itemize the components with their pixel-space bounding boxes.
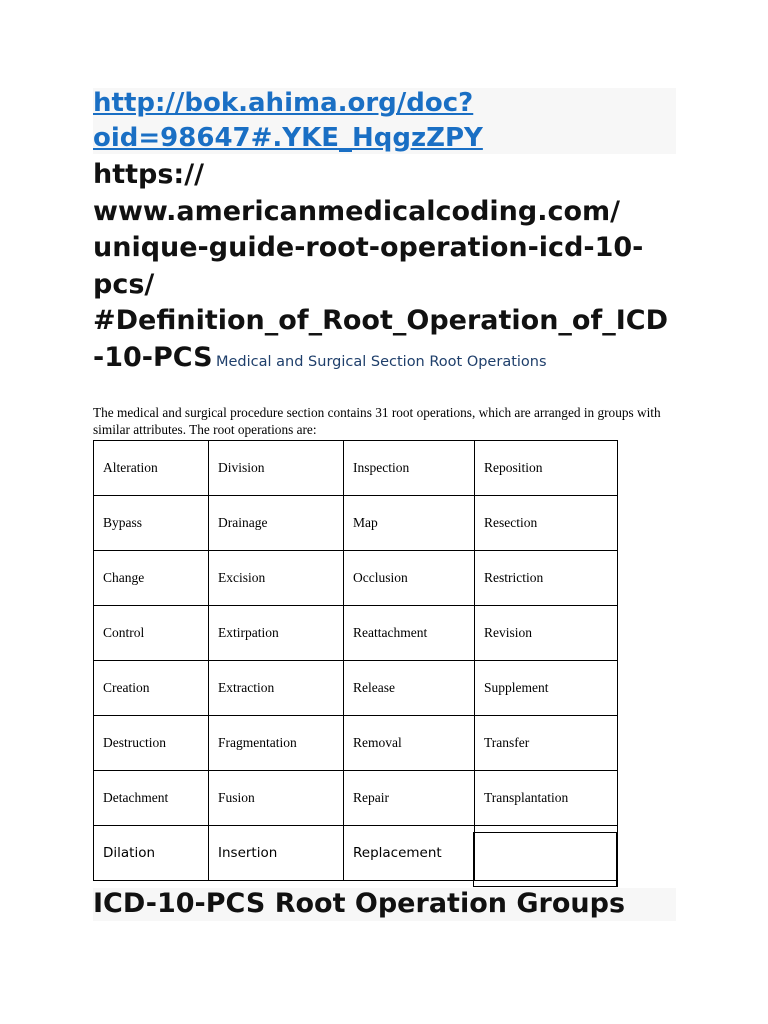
table-cell: Inspection (344, 441, 475, 496)
table-cell: Resection (475, 496, 618, 551)
groups-heading: ICD-10-PCS Root Operation Groups (93, 888, 626, 919)
table-cell: Excision (209, 551, 344, 606)
table-cell: Change (94, 551, 209, 606)
intro-paragraph: The medical and surgical procedure section contains 31 root operations, which are arranged in groups with similar attributes. The root operations are: (93, 405, 661, 438)
table-cell: Destruction (94, 716, 209, 771)
table-cell: Drainage (209, 496, 344, 551)
table-cell: Detachment (94, 771, 209, 826)
table-cell: Restriction (475, 551, 618, 606)
section-subheading: Medical and Surgical Section Root Operations (216, 354, 547, 370)
table-cell: Removal (344, 716, 475, 771)
table-row (94, 606, 618, 661)
table-cell: Fragmentation (209, 716, 344, 771)
table-cell: Supplement (475, 661, 618, 716)
table-cell: Occlusion (344, 551, 475, 606)
table-cell: Fusion (209, 771, 344, 826)
table-cell: Control (94, 606, 209, 661)
table-row (94, 716, 618, 771)
table-cell: Division (209, 441, 344, 496)
table-row (94, 551, 618, 606)
table-cell: Bypass (94, 496, 209, 551)
table-row (94, 441, 618, 496)
table-cell: Creation (94, 661, 209, 716)
table-cell: Dilation (94, 826, 209, 881)
table-cell: Transplantation (475, 771, 618, 826)
table-cell: Map (344, 496, 475, 551)
table-row (94, 661, 618, 716)
table-cell: Release (344, 661, 475, 716)
table-row (94, 826, 618, 881)
table-cell: Revision (475, 606, 618, 661)
table-cell: Replacement (344, 826, 475, 881)
table-row (94, 496, 618, 551)
table-cell: Repair (344, 771, 475, 826)
table-cell: Alteration (94, 441, 209, 496)
source-url-heading: https:// www.americanmedicalcoding.com/ unique-guide-root-operation-icd-10- pcs/ #Definition_of_Root_Operation_of_ICD -10-PCS (93, 159, 668, 373)
table-cell: Insertion (209, 826, 344, 881)
table-cell-empty (475, 826, 618, 881)
root-operations-table (93, 440, 618, 881)
table-cell: Reposition (475, 441, 618, 496)
table-cell: Transfer (475, 716, 618, 771)
table-row (94, 771, 618, 826)
table-cell: Extraction (209, 661, 344, 716)
table-cell: Extirpation (209, 606, 344, 661)
ahima-reference-link[interactable]: http://bok.ahima.org/doc? oid=98647#.YKE_HqgzZPY (93, 88, 483, 153)
table-cell: Reattachment (344, 606, 475, 661)
